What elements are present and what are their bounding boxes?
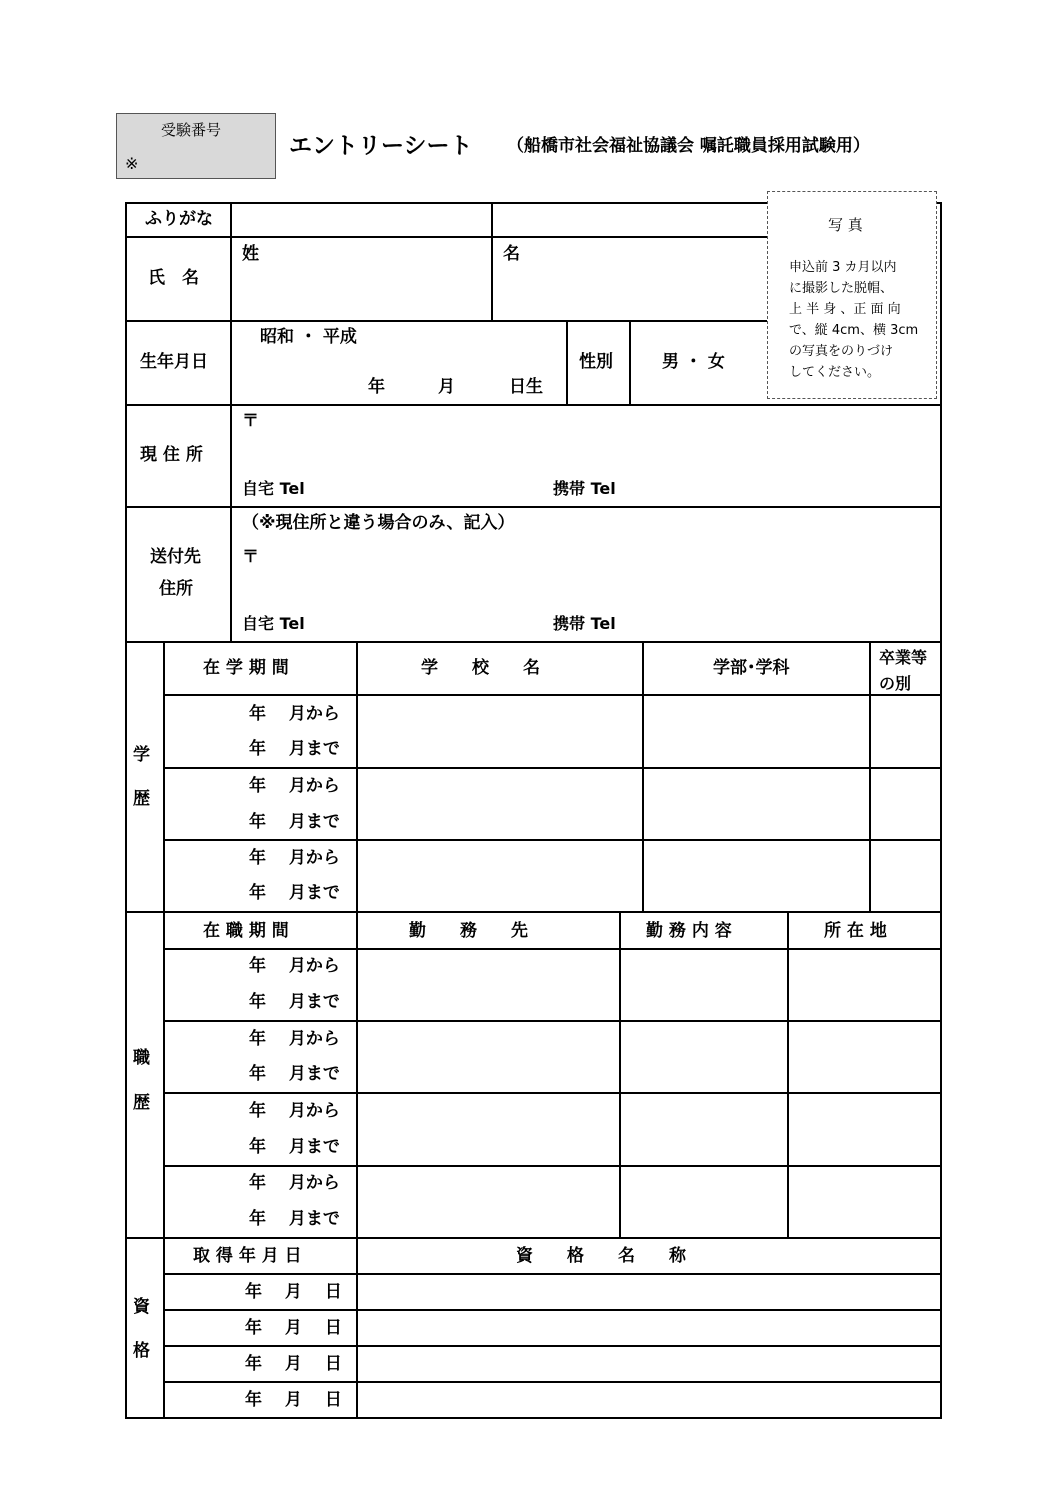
employment-period-to: 年 月まで xyxy=(249,1137,340,1157)
qualifications-section-label: 格 xyxy=(133,1341,150,1361)
home-tel-label: 自宅 Tel xyxy=(242,614,305,633)
exam-number-label: 受験番号 xyxy=(161,121,222,139)
mailing-address-label: 送付先 xyxy=(150,547,201,567)
qualification-date: 年 月 日 xyxy=(245,1318,342,1338)
employment-period-from: 年 月から xyxy=(249,1173,340,1193)
photo-instruction-line: 申込前 3 カ月以内 xyxy=(789,260,897,275)
given-name-label: 名 xyxy=(503,244,520,264)
education-section-label: 歴 xyxy=(133,789,150,809)
birth-month-unit: 月 xyxy=(438,377,455,397)
education-period-from: 年 月から xyxy=(249,848,340,868)
qualification-date: 年 月 日 xyxy=(245,1390,342,1410)
given-name-field[interactable] xyxy=(494,239,764,319)
address-label: 現 住 所 xyxy=(140,445,203,465)
employment-duties-header: 勤 務 内 容 xyxy=(646,921,732,941)
page-subtitle: （船橋市社会福祉協議会 嘱託職員採用試験用） xyxy=(507,136,870,156)
era-options[interactable]: 昭和 ・ 平成 xyxy=(260,327,357,347)
page-title: エントリーシート xyxy=(289,133,473,159)
mailing-note: （※現住所と違う場合のみ、記入） xyxy=(242,513,515,533)
education-school-header: 学 校 名 xyxy=(421,658,540,678)
furigana-surname-field[interactable] xyxy=(233,205,489,235)
furigana-given-name-field[interactable] xyxy=(494,205,764,235)
furigana-label: ふりがな xyxy=(145,209,213,229)
photo-instruction-line: の写真をのりづけ xyxy=(789,344,894,359)
photo-instruction-line: に撮影した脱帽、 xyxy=(789,281,894,296)
education-period-header: 在 学 期 間 xyxy=(203,658,289,678)
employment-period-header: 在 職 期 間 xyxy=(203,921,289,941)
qualification-date: 年 月 日 xyxy=(245,1354,342,1374)
education-period-to: 年 月まで xyxy=(249,739,340,759)
employment-employer-header: 勤 務 先 xyxy=(409,921,528,941)
education-period-to: 年 月まで xyxy=(249,812,340,832)
photo-title: 写 真 xyxy=(828,216,863,234)
employment-section-label: 職 xyxy=(133,1048,150,1068)
gender-label: 性別 xyxy=(579,352,613,372)
employment-period-to: 年 月まで xyxy=(249,1064,340,1084)
education-period-to: 年 月まで xyxy=(249,883,340,903)
exam-number-box xyxy=(116,113,276,179)
employment-period-from: 年 月から xyxy=(249,1101,340,1121)
employment-period-to: 年 月まで xyxy=(249,992,340,1012)
education-faculty-header: 学部･学科 xyxy=(713,658,790,678)
home-tel-label: 自宅 Tel xyxy=(242,479,305,498)
postal-mark: 〒 xyxy=(242,411,259,431)
employment-section-label: 歴 xyxy=(133,1093,150,1113)
postal-mark: 〒 xyxy=(242,547,259,567)
surname-field[interactable] xyxy=(233,239,489,319)
qualification-date: 年 月 日 xyxy=(245,1282,342,1302)
gender-options[interactable]: 男 ・ 女 xyxy=(662,352,725,372)
qualifications-date-header: 取 得 年 月 日 xyxy=(193,1246,302,1266)
name-label: 氏 名 xyxy=(148,268,199,288)
employment-period-from: 年 月から xyxy=(249,1029,340,1049)
address-field[interactable] xyxy=(233,407,939,505)
education-graduation-header: の別 xyxy=(879,674,912,693)
education-period-from: 年 月から xyxy=(249,704,340,724)
mobile-tel-label: 携帯 Tel xyxy=(553,479,616,498)
qualifications-section-label: 資 xyxy=(133,1297,150,1317)
surname-label: 姓 xyxy=(242,244,259,264)
education-section-label: 学 xyxy=(133,745,150,765)
employment-location-header: 所 在 地 xyxy=(824,921,887,941)
photo-instruction-line: 上 半 身 、正 面 向 xyxy=(789,302,901,317)
photo-box xyxy=(767,191,937,399)
education-graduation-header: 卒業等 xyxy=(879,648,928,667)
employment-period-from: 年 月から xyxy=(249,956,340,976)
mailing-address-label: 住所 xyxy=(159,579,193,599)
qualifications-name-header: 資 格 名 称 xyxy=(516,1246,686,1266)
mailing-address-field[interactable] xyxy=(233,540,939,640)
mobile-tel-label: 携帯 Tel xyxy=(553,614,616,633)
birth-day-unit: 日生 xyxy=(509,377,543,397)
exam-number-mark: ※ xyxy=(125,154,139,173)
employment-period-to: 年 月まで xyxy=(249,1209,340,1229)
education-period-from: 年 月から xyxy=(249,776,340,796)
photo-instruction-line: で、縦 4cm、横 3cm xyxy=(789,323,919,338)
photo-instruction-line: してください。 xyxy=(789,365,881,380)
birth-year-unit: 年 xyxy=(368,377,385,397)
birthdate-label: 生年月日 xyxy=(140,352,208,372)
